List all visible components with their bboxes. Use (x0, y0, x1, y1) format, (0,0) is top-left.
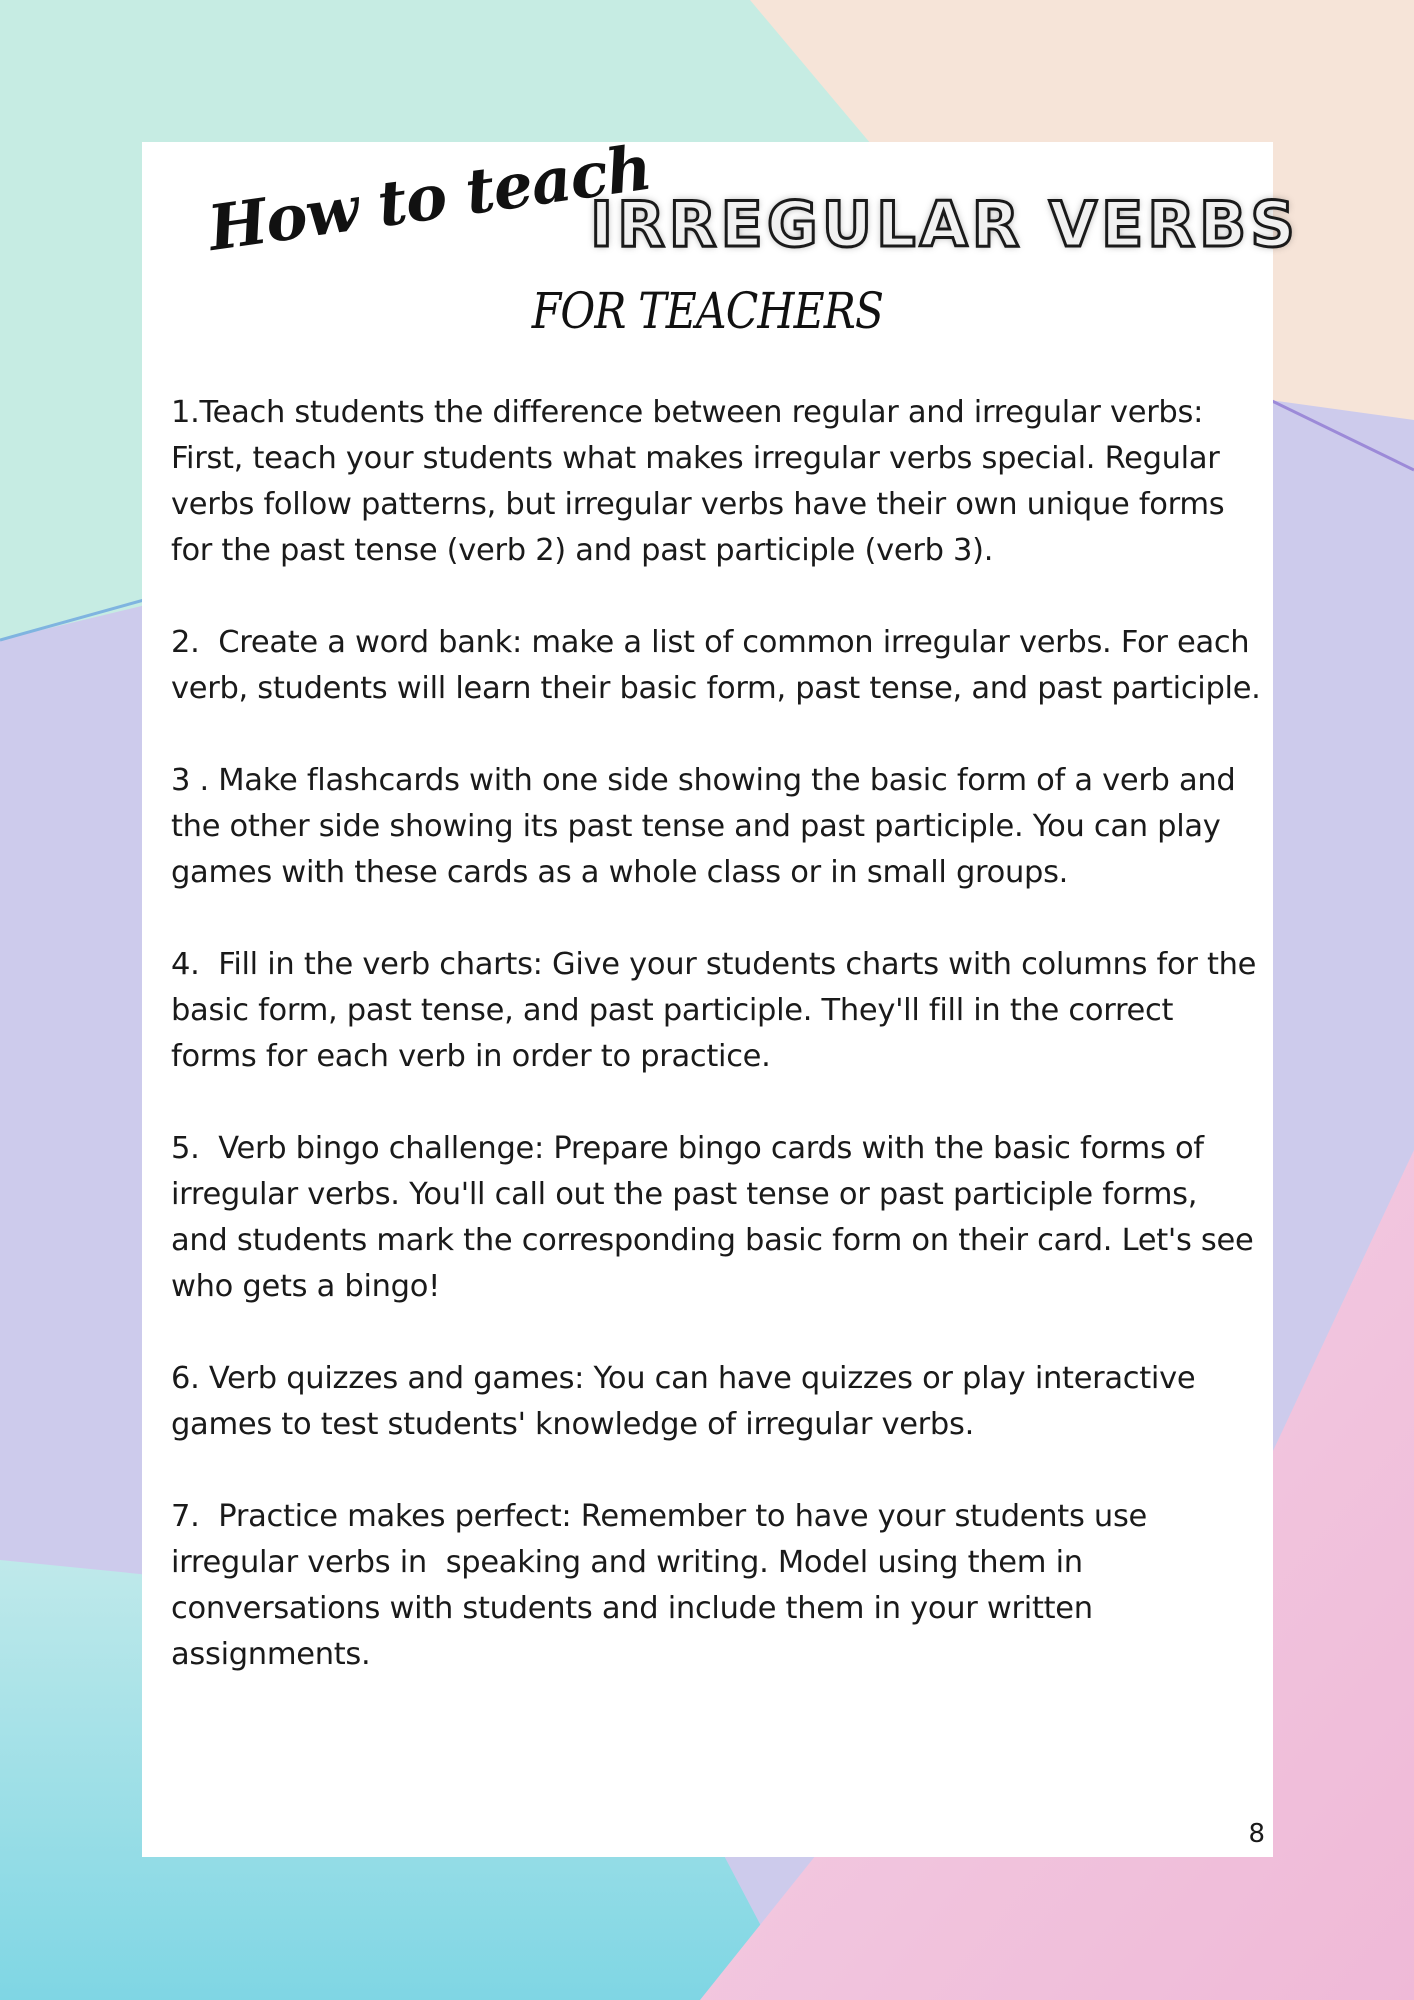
tip-paragraph-5: 5. Verb bingo challenge: Prepare bingo cards with the basic forms of irregular verbs. You'll call out the past tense or past participle forms, and students mark the corresponding basic form on their card. Let's see who gets a bingo! (171, 1131, 1263, 1304)
tip-paragraph-6: 6. Verb quizzes and games: You can have quizzes or play interactive games to test students' knowledge of irregular verbs. (171, 1361, 1205, 1442)
page-number: 8 (1248, 1819, 1265, 1849)
content-card (142, 130, 1299, 1857)
tip-paragraph-7: 7. Practice makes perfect: Remember to have your students use irregular verbs in speaking and writing. Model using them in conversations with students and include them in your written assignments. (171, 1499, 1157, 1672)
title-row (142, 130, 1299, 302)
main-title: IRREGULAR VERBS (590, 188, 1299, 261)
tip-paragraph-3: 3 . Make flashcards with one side showing the basic form of a verb and the other side showing its past tense and past participle. You can play games with these cards as a whole class or in small groups. (171, 763, 1245, 890)
tips-list (171, 390, 1266, 1724)
tip-paragraph-1: 1.Teach students the difference between regular and irregular verbs: First, teach your students what makes irregular verbs special. Regular verbs follow patterns, but irregular verbs have their own unique forms for the past tense (verb 2) and past participle (verb 3). (171, 395, 1234, 568)
subtitle: FOR TEACHERS (531, 282, 884, 340)
script-heading: How to teach (203, 130, 656, 265)
tip-paragraph-2: 2. Create a word bank: make a list of common irregular verbs. For each verb, students will learn their basic form, past tense, and past participle. (171, 625, 1261, 706)
tip-paragraph-4: 4. Fill in the verb charts: Give your students charts with columns for the basic form, past tense, and past participle. They'll fill in the correct forms for each verb in order to practice. (171, 947, 1266, 1074)
